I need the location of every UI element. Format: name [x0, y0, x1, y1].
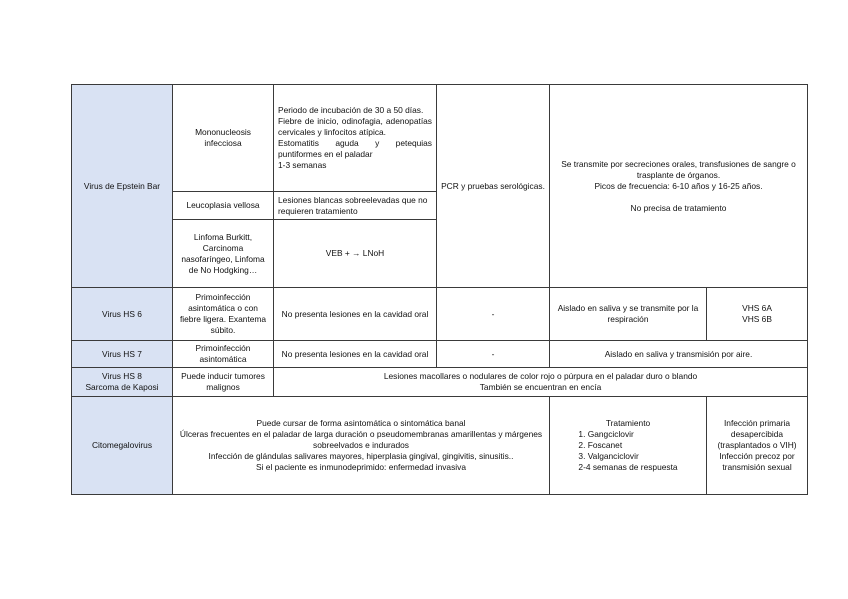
- table-row: [72, 397, 808, 495]
- table-row: [72, 341, 808, 368]
- treatment-item: 2. Foscanet: [578, 440, 623, 450]
- treatment-item: 3. Valganciclovir: [578, 451, 639, 461]
- ebv-notes: [550, 85, 808, 288]
- text-line: Periodo de incubación de 30 a 50 días.: [278, 105, 424, 115]
- hhv8-description: [274, 368, 808, 397]
- text-line: También se encuentran en encía: [479, 382, 602, 392]
- hhv7-diagnosis: -: [437, 341, 550, 368]
- treatment-list: [578, 429, 677, 473]
- hhv7-oral: No presenta lesiones en la cavidad oral: [274, 341, 437, 368]
- cmv-extra: [707, 397, 808, 495]
- mononucleosis-description: [274, 85, 437, 192]
- text-line: Sarcoma de Kaposi: [85, 382, 159, 392]
- text-line: Se transmite por secreciones orales, transfusiones de sangre o trasplante de órganos.: [561, 158, 796, 180]
- text-line: No precisa de tratamiento: [630, 202, 727, 213]
- disease-leucoplasia: Leucoplasia vellosa: [173, 192, 274, 220]
- disease-lymphoma: Linfoma Burkitt, Carcinoma nasofaríngeo, Linfoma de No Hodgking…: [173, 220, 274, 288]
- text-line: Virus HS 8: [102, 371, 142, 381]
- hhv7-transmission: Aislado en saliva y transmisión por aire.: [550, 341, 808, 368]
- hhv6-disease: Primoinfección asintomática o con fiebre ligera. Exantema súbito.: [173, 288, 274, 341]
- type-label: VHS 6A: [742, 303, 772, 313]
- hhv6-types: [707, 288, 808, 341]
- text-line: Infección de glándulas salivares mayores, hiperplasia gingival, gingivitis, sinusitis..: [208, 451, 514, 461]
- text-line: Estomatitis aguda y petequias puntiformes en el paladar: [278, 138, 432, 159]
- ebv-diagnosis: PCR y pruebas serológicas.: [437, 85, 550, 288]
- hhv6-transmission: Aislado en saliva y se transmite por la respiración: [550, 288, 707, 341]
- cmv-description: [173, 397, 550, 495]
- disease-mononucleosis: Mononucleosis infecciosa: [173, 85, 274, 192]
- text-line: Infección precoz por transmisión sexual: [719, 451, 795, 472]
- table-row: [72, 288, 808, 341]
- virus-name-cmv: Citomegalovirus: [72, 397, 173, 495]
- hhv6-diagnosis: -: [437, 288, 550, 341]
- virus-name-hhv6: Virus HS 6: [72, 288, 173, 341]
- hhv8-disease: Puede inducir tumores malignos: [173, 368, 274, 397]
- virus-name-ebv: Virus de Epstein Bar: [72, 85, 173, 288]
- treatment-response: 2-4 semanas de respuesta: [578, 462, 678, 472]
- hhv6-oral: No presenta lesiones en la cavidad oral: [274, 288, 437, 341]
- text-line: Úlceras frecuentes en el paladar de larga duración o pseudomembranas amarillentas y márgenes sobreelvados e indurados: [179, 429, 543, 450]
- text-line: Si el paciente es inmunodeprimido: enfermedad invasiva: [256, 462, 466, 472]
- lymphoma-description: VEB + → LNoH: [274, 220, 437, 288]
- text-line: 1-3 semanas: [278, 160, 327, 170]
- herpesvirus-table: [71, 84, 808, 495]
- text-line: Fiebre de inicio, odinofagia, adenopatías cervicales y linfocitos atípica.: [278, 116, 432, 137]
- text-line: Infección primaria desapercibida (trasplantados o VIH): [717, 418, 797, 450]
- text-line: Lesiones macollares o nodulares de color rojo o púrpura en el paladar duro o blando: [383, 371, 698, 381]
- text-line: Picos de frecuencia: 6-10 años y 16-25 años.: [594, 180, 763, 191]
- treatment-title: Tratamiento: [605, 418, 651, 428]
- table-row: [72, 85, 808, 192]
- virus-name-hhv7: Virus HS 7: [72, 341, 173, 368]
- type-label: VHS 6B: [742, 314, 772, 324]
- text-line: Puede cursar de forma asintomática o sintomática banal: [256, 418, 466, 428]
- table-row: [72, 368, 808, 397]
- virus-name-hhv8: [72, 368, 173, 397]
- treatment-item: 1. Gangciclovir: [578, 429, 634, 439]
- leucoplasia-description: Lesiones blancas sobreelevadas que no requieren tratamiento: [274, 192, 437, 220]
- hhv7-disease: Primoinfección asintomática: [173, 341, 274, 368]
- cmv-treatment: [550, 397, 707, 495]
